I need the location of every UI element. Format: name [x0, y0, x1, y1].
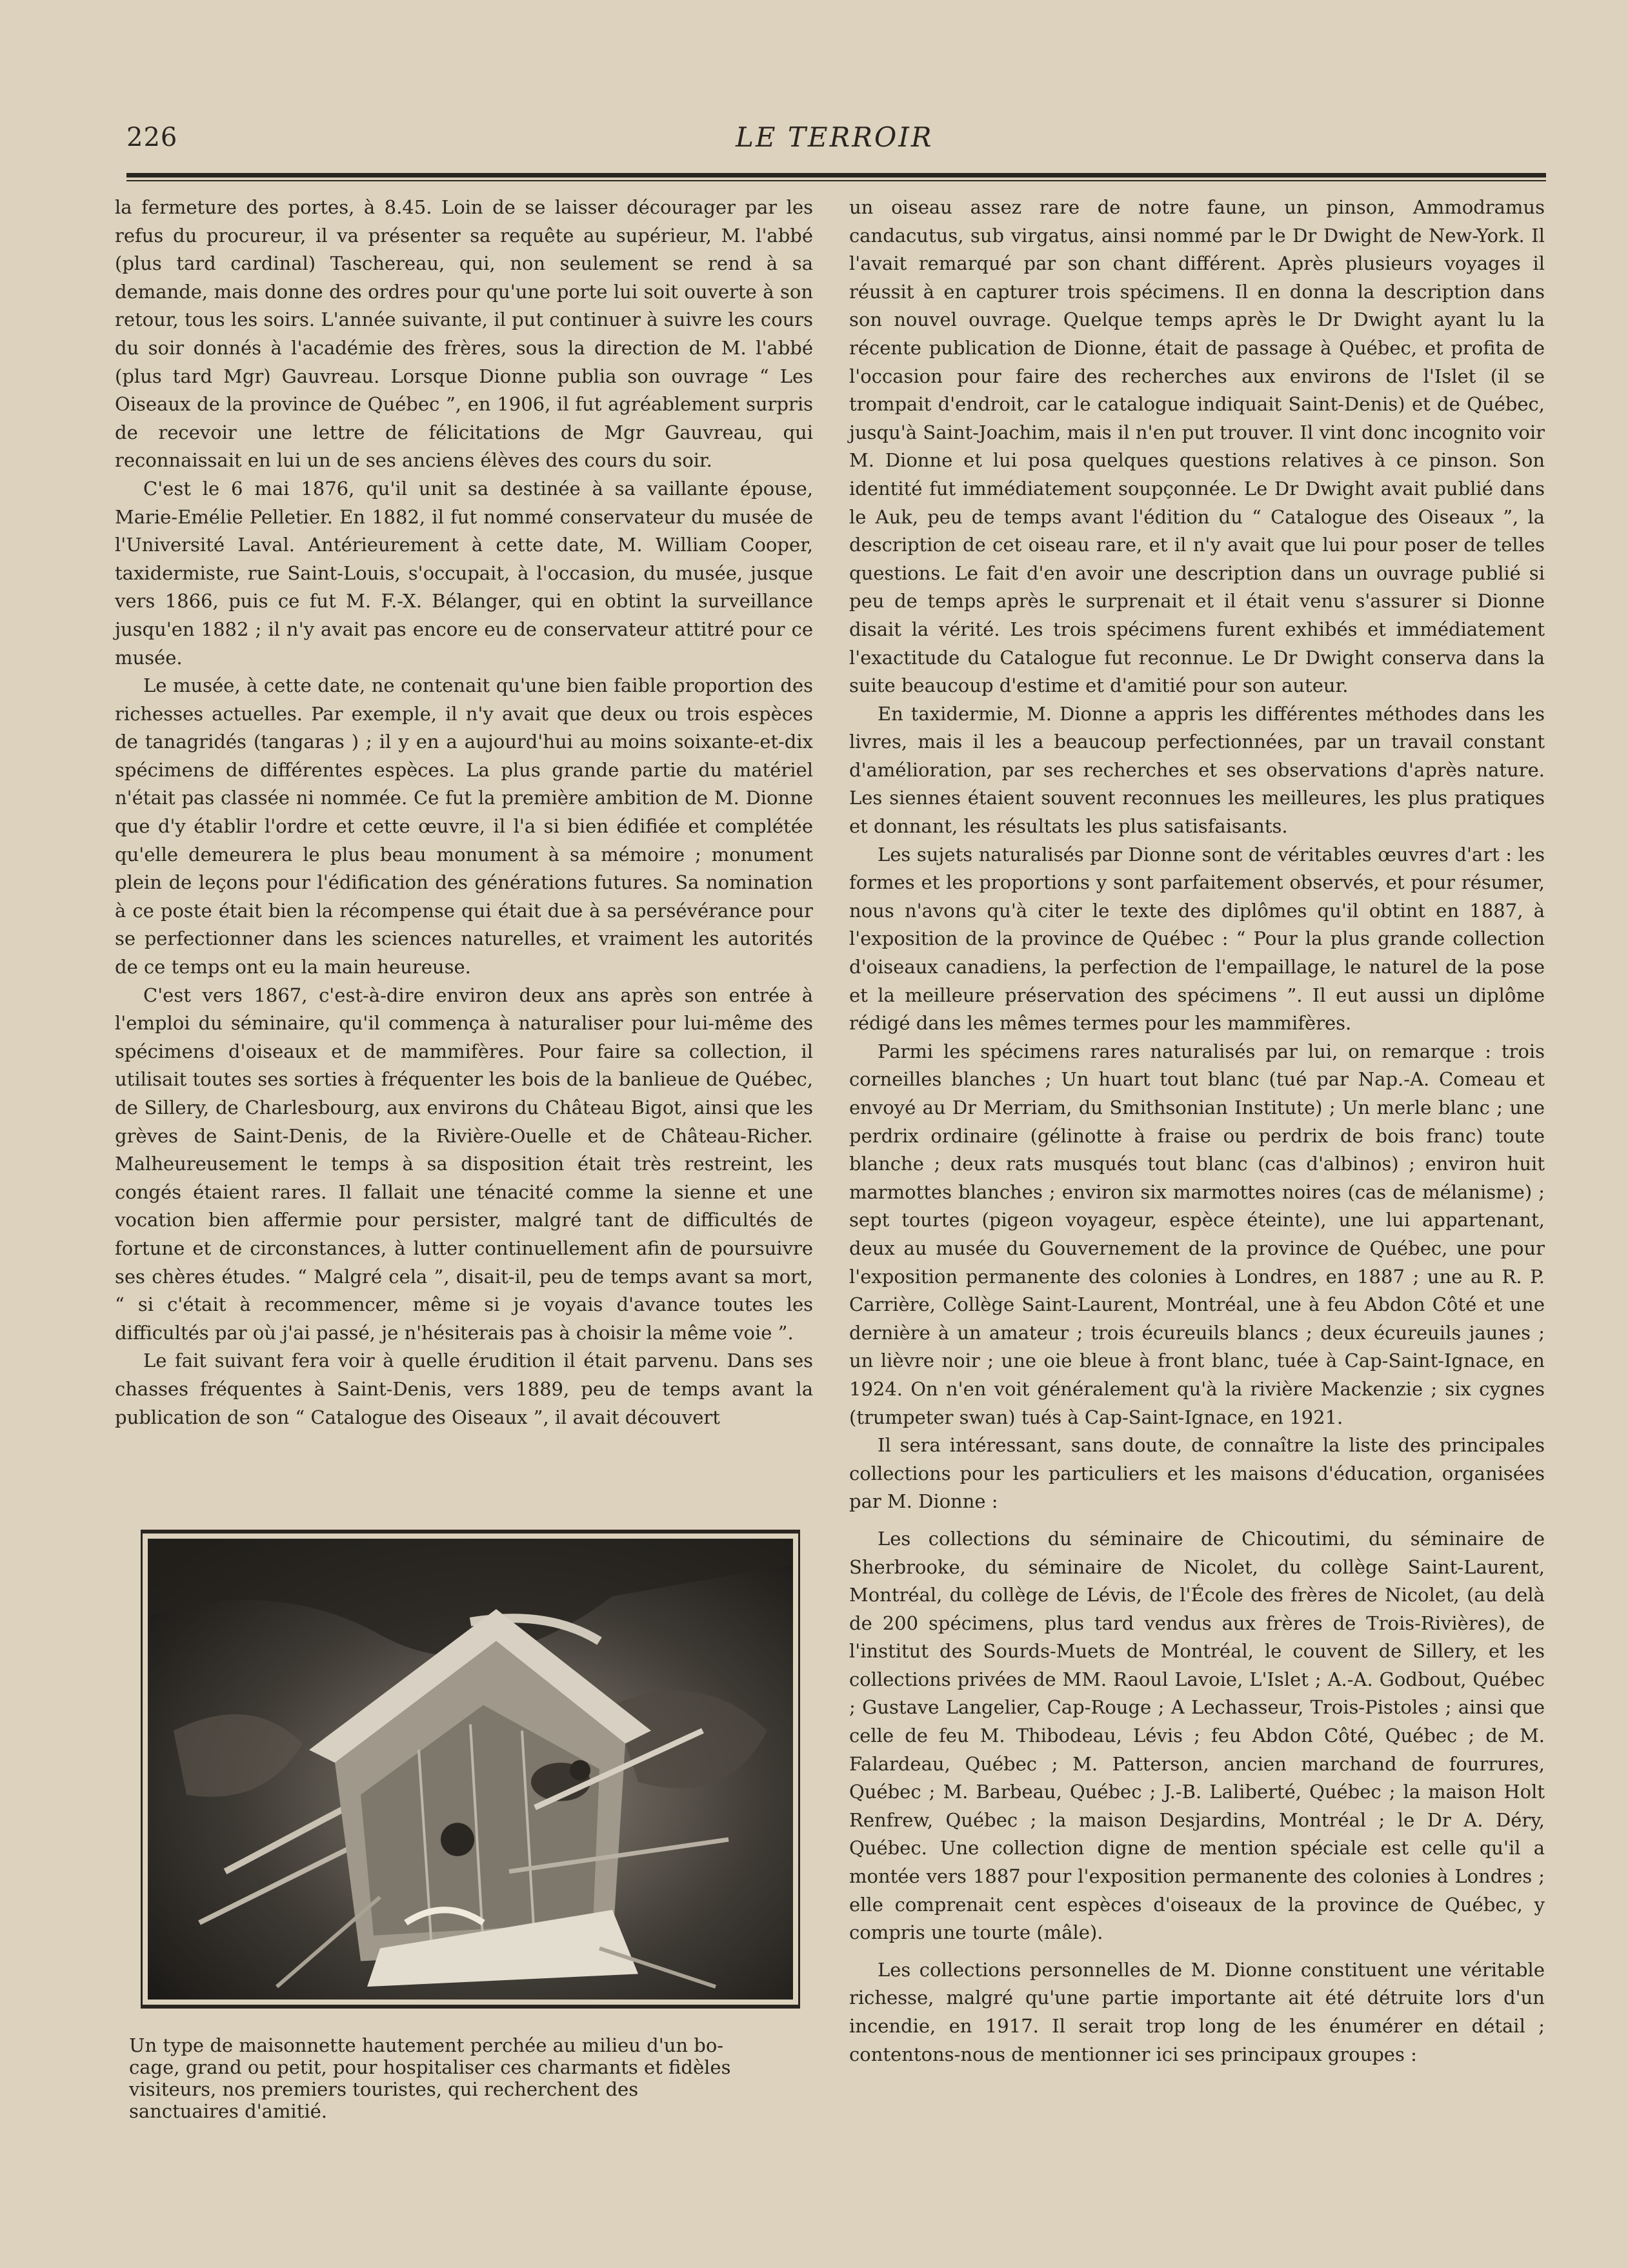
paragraph: Les collections du séminaire de Chicoutimi, du séminaire de Sherbrooke, du séminaire de Nicolet, du collège Saint-Laurent, Montréal, du collège de Lévis, de l'École des frères de Nicolet, (au delà de 200 spécimens, plus tard vendus aux frères de Trois-Rivières), de l'institut des Sourds-Muets de Montréal, le couvent de Sillery, et les collections privées de MM. Raoul Lavoie, L'Islet ; A.-A. Godbout, Québec ; Gustave Langelier, Cap-Rouge ; A Lechasseur, Trois-Pistoles ; ainsi que celle de feu M. Thibodeau, Lévis ; feu Abdon Côté, Québec ; de M. Falardeau, Québec ; M. Patterson, ancien marchand de fourrures, Québec ; M. Barbeau, Québec ; J.-B. Laliberté, Québec ; la maison Holt Renfrew, Québec ; la maison Desjardins, Montréal ; le Dr A. Déry, Québec. Une collection digne de mention spéciale est celle qu'il a montée vers 1887 pour l'exposition permanente des colonies à Londres ; elle comprenait cent espèces d'oiseaux de la province de Québec, y compris une tourte (mâle).	[849, 1527, 1545, 1944]
left-column	[115, 194, 813, 1432]
page-number: 226	[126, 123, 178, 152]
paragraph: Parmi les spécimens rares naturalisés par lui, on remarque : trois corneilles blanches ; Un huart tout blanc (tué par Nap.-A. Comeau et envoyé au Dr Merriam, du Smithsonian Institute) ; Un merle blanc ; une perdrix ordinaire (gélinotte à fraise ou perdrix de bois franc) toute blanche ; deux rats musqués tout blanc (cas d'albinos) ; environ huit marmottes blanches ; environ six marmottes noires (cas de mélanisme) ; sept tourtes (pigeon voyageur, espèce éteinte), une lui appartenant, deux au musée du Gouvernement de la province de Québec, une pour l'exposition permanente des colonies à Londres, en 1887 ; une au R. P. Carrière, Collège Saint-Laurent, Montréal, une à feu Abdon Côté et une dernière à un amateur ; trois écureuils blancs ; deux écureuils jaunes ; un lièvre noir ; une oie bleue à front blanc, tuée à Cap-Saint-Ignace, en 1924. On n'en voit généralement qu'à la rivière Mackenzie ; six cygnes (trumpeter swan) tués à Cap-Saint-Ignace, en 1921.	[849, 1040, 1545, 1428]
right-column	[849, 194, 1545, 2069]
paragraph: En taxidermie, M. Dionne a appris les différentes méthodes dans les livres, mais il les a beaucoup perfectionnées, par un travail constant d'amélioration, par ses recherches et ses observations d'après nature. Les siennes étaient souvent reconnues les meilleures, les plus pratiques et donnant, les résultats les plus satisfaisants.	[849, 702, 1545, 838]
paragraph: C'est le 6 mai 1876, qu'il unit sa destinée à sa vaillante épouse, Marie-Emélie Pelletier. En 1882, il fut nommé conservateur du musée de l'Université Laval. Antérieurement à cette date, M. William Cooper, taxidermiste, rue Saint-Louis, s'occupait, à l'occasion, du musée, jusque vers 1866, puis ce fut M. F.-X. Bélanger, qui en obtint la surveillance jusqu'en 1882 ; il n'y avait pas encore eu de conservateur attitré pour ce musée.	[115, 477, 813, 669]
paragraph: un oiseau assez rare de notre faune, un pinson, Ammodramus candacutus, sub virgatus, ainsi nommé par le Dr Dwight de New-York. Il l'avait remarqué par son chant différent. Après plusieurs voyages il réussit à en capturer trois spécimens. Il en donna la description dans son nouvel ouvrage. Quelque temps après le Dr Dwight ayant lu la récente publication de Dionne, était de passage à Québec, et profita de l'occasion pour faire des recherches aux environs de l'Islet (il se trompait d'endroit, car le catalogue indiquait Saint-Denis) et de Québec, jusqu'à Saint-Joachim, mais il n'en put trouver. Il vint donc incognito voir M. Dionne et lui posa quelques questions relatives à ce pinson. Son identité fut immédiatement soupçonnée. Le Dr Dwight avait publié dans le Auk, peu de temps avant l'édition du “ Catalogue des Oiseaux ”, la description de cet oiseau rare, et il n'y avait que lui pour poser de telles questions. Le fait d'en avoir une description dans un ouvrage publié si peu de temps après le surprenait et il était venu s'assurer si Dionne disait la vérité. Les trois spécimens furent exhibés et immédiatement l'exactitude du Catalogue fut reconnue. Le Dr Dwight conserva dans la suite beaucoup d'estime et d'amitié pour son auteur.	[849, 196, 1545, 697]
running-title: LE TERROIR	[736, 121, 934, 153]
caption-line: cage, grand ou petit, pour hospitaliser ces charmants et fidèles	[129, 2056, 731, 2078]
paragraph: Les collections personnelles de M. Dionne constituent une véritable richesse, malgré qu'une partie importante ait été détruite lors d'un incendie, en 1917. Il serait trop long de les énumérer en détail ; contentons-nous de mentionner ici ses principaux groupes :	[849, 1958, 1545, 2065]
paragraph: Il sera intéressant, sans doute, de connaître la liste des principales collections pour les particuliers et les maisons d'éducation, organisées par M. Dionne :	[849, 1434, 1545, 1513]
caption-line: visiteurs, nos premiers touristes, qui recherchent des	[129, 2078, 639, 2100]
paragraph: C'est vers 1867, c'est-à-dire environ deux ans après son entrée à l'emploi du séminaire, qu'il commença à naturaliser pour lui-même des spécimens d'oiseaux et de mammifères. Pour faire sa collection, il utilisait toutes ses sorties à fréquenter les bois de la banlieue de Québec, de Sillery, de Charlesbourg, aux environs du Château Bigot, ainsi que les grèves de Saint-Denis, de la Rivière-Ouelle et de Château-Richer. Malheureusement le temps à sa disposition était très restreint, les congés étaient rares. Il fallait une ténacité comme la sienne et une vocation bien affermie pour persister, malgré tant de difficultés de fortune et de circonstances, à lutter continuellement afin de poursuivre ses chères études. “ Malgré cela ”, disait-il, peu de temps avant sa mort, “ si c'était à recommencer, même si je voyais d'avance toutes les difficultés par où j'ai passé, je n'hésiterais pas à choisir la même voie ”.	[115, 984, 813, 1344]
caption-line: sanctuaires d'amitié.	[129, 2100, 328, 2122]
birdhouse-photo	[141, 1530, 800, 2009]
paragraph: Le musée, à cette date, ne contenait qu'une bien faible proportion des richesses actuelles. Par exemple, il n'y avait que deux ou trois espèces de tanagridés (tangaras ) ; il y en a aujourd'hui au moins soixante-et-dix spécimens de différentes espèces. La plus grande partie du matériel n'était pas classée ni nommée. Ce fut la première ambition de M. Dionne que d'y établir l'ordre et cette œuvre, il l'a si bien édifiée et complétée qu'elle demeurera le plus beau monument à sa mémoire ; monument plein de leçons pour l'édification des générations futures. Sa nomination à ce poste était bien la récompense qui était due à sa persévérance pour se perfectionner dans les sciences naturelles, et vraiment les autorités de ce temps ont eu la main heureuse.	[115, 674, 813, 978]
figure-caption	[129, 2034, 789, 2122]
header-rule	[126, 173, 1546, 177]
caption-line: Un type de maisonnette hautement perchée au milieu d'un bo-	[129, 2034, 724, 2056]
paragraph: la fermeture des portes, à 8.45. Loin de se laisser décourager par les refus du procureur, il va présenter sa requête au supérieur, M. l'abbé (plus tard cardinal) Taschereau, qui, non seulement se rend à sa demande, mais donne des ordres pour qu'une porte lui soit ouverte à son retour, tous les soirs. L'année suivante, il put continuer à suivre les cours du soir donnés à l'académie des frères, sous la direction de M. l'abbé (plus tard Mgr) Gauvreau. Lorsque Dionne publia son ouvrage “ Les Oiseaux de la province de Québec ”, en 1906, il fut agréablement surpris de recevoir une lettre de félicitations de Mgr Gauvreau, qui reconnaissait en lui un de ses anciens élèves des cours du soir.	[115, 196, 813, 472]
paragraph: Les sujets naturalisés par Dionne sont de véritables œuvres d'art : les formes et les proportions y sont parfaitement observés, et pour résumer, nous n'avons qu'à citer le texte des diplômes qu'il obtint en 1887, à l'exposition de la province de Québec : “ Pour la plus grande collection d'oiseaux canadiens, la perfection de l'empaillage, le naturel de la pose et la meilleure préservation des spécimens ”. Il eut aussi un diplôme rédigé dans les mêmes termes pour les mammifères.	[849, 843, 1545, 1035]
birdhouse-illustration	[148, 1539, 793, 2000]
paragraph: Le fait suivant fera voir à quelle érudition il était parvenu. Dans ses chasses fréquentes à Saint-Denis, vers 1889, peu de temps avant la publication de son “ Catalogue des Oiseaux ”, il avait découvert	[115, 1350, 813, 1428]
header-rule-thin	[126, 180, 1546, 181]
